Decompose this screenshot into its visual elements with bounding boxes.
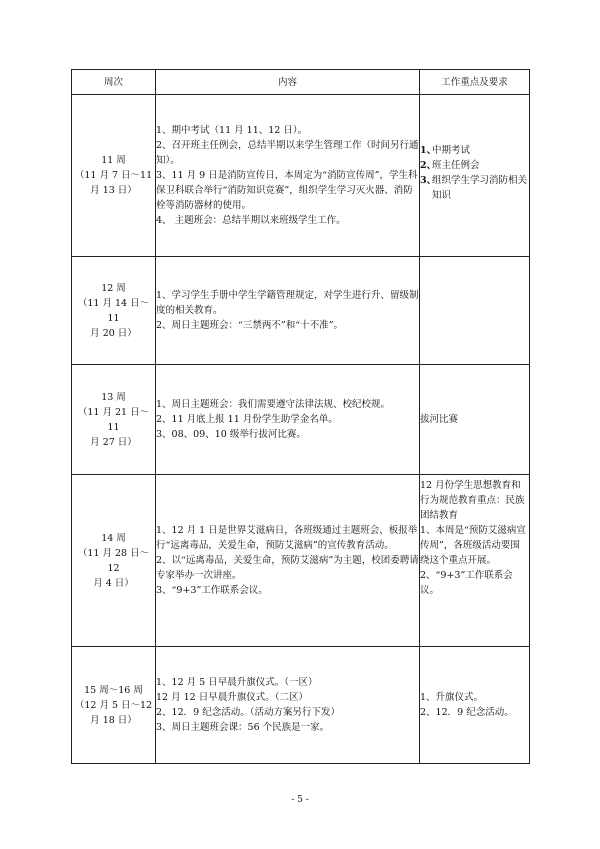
- week-range: （11 月 7 日～11: [74, 170, 153, 181]
- content-item: 1、学习学生手册中学生学籍管理规定，对学生进行升、留级制度的相关教育。: [156, 290, 419, 316]
- content-item: 1、12 月 1 日是世界艾滋病日，各班级通过主题班会、板报举行“远离毒品，关爱生命，预防艾滋病”的宣传教育活动。: [156, 525, 418, 551]
- week-cell: [72, 647, 156, 764]
- focus-cell: 拔河比赛: [420, 365, 530, 475]
- week-range: （12 月 5 日～12: [74, 699, 153, 711]
- content-item: 4、 主题班会：总结半期以来班级学生工作。: [156, 215, 346, 226]
- focus-list-text: 班主任例会: [432, 160, 480, 171]
- week-range: 月 4 日）: [93, 577, 134, 589]
- week-range: 月 20 日）: [90, 327, 137, 339]
- weekly-schedule-table: [71, 69, 530, 764]
- content-item: 2、召开班主任例会，总结半期以来学生管理工作（时间另行通知）。: [156, 140, 419, 166]
- focus-list-item: [420, 173, 529, 203]
- table-row: [72, 257, 530, 365]
- table-row: [72, 647, 530, 764]
- focus-list-number: 3、: [420, 175, 437, 186]
- week-title: 14 周: [101, 532, 126, 544]
- focus-cell: [420, 475, 530, 647]
- content-item: 3、“9+3”工作联系会议。: [156, 585, 268, 596]
- table-row: [72, 365, 530, 475]
- content-item: 1、12 月 5 日早晨升旗仪式。（一区）: [156, 677, 318, 688]
- week-range: 月 27 日）: [90, 436, 137, 448]
- focus-line: 12 月份学生思想教育和行为规范教育重点：民族团结教育: [420, 480, 525, 521]
- content-cell: [156, 475, 420, 647]
- header-week: 周次: [72, 70, 156, 95]
- focus-cell: [420, 647, 530, 764]
- table-row: [72, 95, 530, 257]
- week-range: （11 月 28 日～12: [77, 547, 150, 574]
- content-item: 2、周日主题班会：“三禁两不”和“十不准”。: [156, 320, 343, 331]
- focus-list-number: 1、: [420, 145, 437, 156]
- week-cell: [72, 95, 156, 257]
- week-cell: [72, 475, 156, 647]
- content-item: 2、12．9 纪念活动。（活动方案另行下发）: [156, 707, 340, 718]
- content-item: 2、以“远离毒品，关爱生命，预防艾滋病”为主题，校团委聘请专家举办一次讲座。: [156, 555, 419, 581]
- content-item: 12 月 12 日早晨升旗仪式。（二区）: [156, 692, 308, 703]
- focus-line: 1、升旗仪式。: [420, 692, 484, 703]
- week-range: （11 月 14 日～11: [77, 297, 150, 324]
- week-title: 11 周: [101, 155, 126, 166]
- focus-list-item: [420, 143, 529, 158]
- content-item: 3、周日主题班会课：56 个民族是一家。: [156, 722, 330, 733]
- page-number: - 5 -: [291, 795, 309, 805]
- content-cell: [156, 647, 420, 764]
- focus-cell: [420, 257, 530, 365]
- focus-line: 1、本周是“预防艾滋病宣传周”，各班级活动要围绕这个重点开展。: [420, 525, 526, 566]
- content-item: 3、08、09、10 级举行拔河比赛。: [156, 429, 306, 440]
- week-title: 13 周: [101, 391, 126, 403]
- focus-line: 2、“9+3”工作联系会议。: [420, 570, 513, 596]
- focus-cell: [420, 95, 530, 257]
- content-item: 2、11 月底上报 11 月份学生助学金名单。: [156, 414, 338, 425]
- table-header-row: [72, 70, 530, 95]
- week-title: 12 周: [101, 282, 126, 294]
- header-focus: 工作重点及要求: [420, 70, 530, 95]
- table-row: [72, 475, 530, 647]
- focus-line: 2、12．9 纪念活动。: [420, 707, 514, 718]
- week-title: 15 周～16 周: [84, 684, 143, 696]
- content-cell: [156, 257, 420, 365]
- content-cell: [156, 365, 420, 475]
- content-item: 3、11 月 9 日是消防宣传日，本周定为“消防宣传周”，学生科保卫科联合举行“消防知识竞赛”，组织学生学习灭火器、消防栓等消防器材的使用。: [156, 170, 418, 211]
- week-range: 月 18 日）: [90, 714, 137, 726]
- content-cell: [156, 95, 420, 257]
- focus-list-number: 2、: [420, 160, 437, 171]
- week-cell: [72, 365, 156, 475]
- content-item: 1、期中考试（11 月 11、12 日）。: [156, 125, 308, 136]
- content-item: 1、周日主题班会：我们需要遵守法律法规、校纪校规。: [156, 399, 391, 410]
- week-cell: [72, 257, 156, 365]
- week-range: 月 13 日）: [90, 185, 137, 196]
- focus-list-item: [420, 158, 529, 173]
- focus-list-text: 组织学生学习消防相关知识: [432, 175, 528, 201]
- focus-list-text: 中期考试: [432, 145, 471, 156]
- header-content: 内容: [156, 70, 420, 95]
- week-range: （11 月 21 日～11: [77, 406, 150, 433]
